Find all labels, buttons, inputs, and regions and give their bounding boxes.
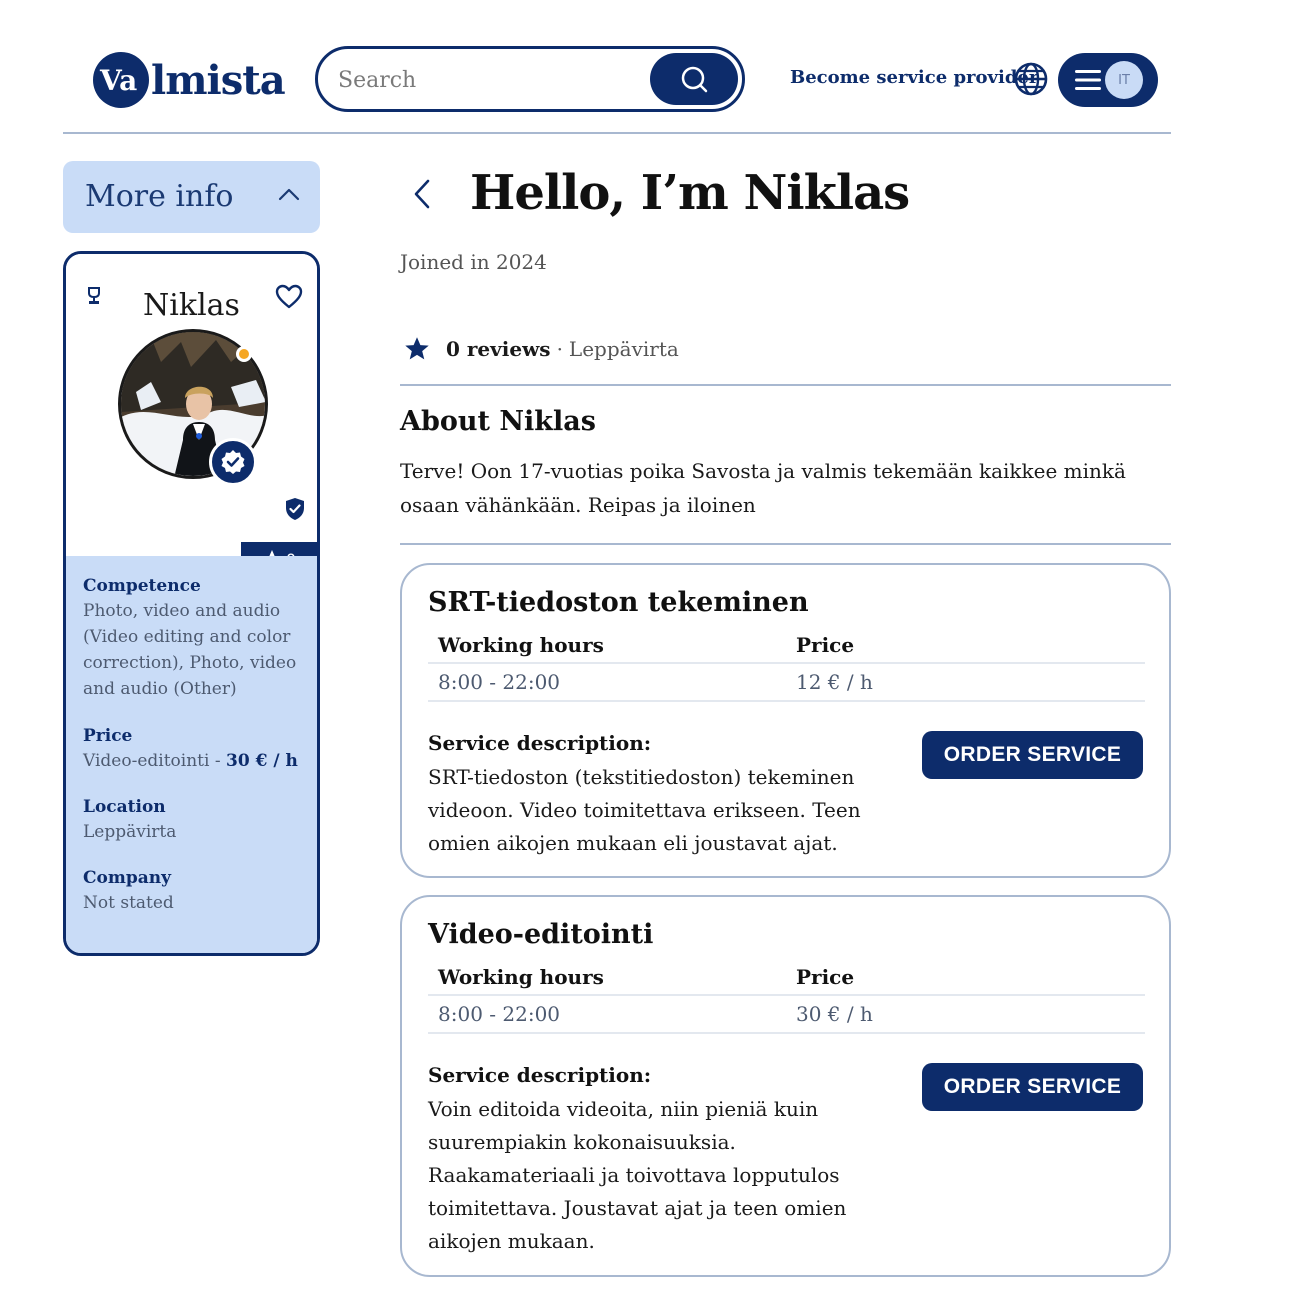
search-bar — [315, 46, 745, 112]
location-section — [83, 795, 305, 845]
service-title: Video-editointi — [428, 919, 654, 950]
verified-check-icon — [220, 449, 246, 475]
about-text: Terve! Oon 17-vuotias poika Savosta ja valmis tekemään kaikkee minkä osaan vähänkään. Reipas ja iloinen — [400, 459, 1126, 517]
top-header — [63, 40, 1171, 120]
order-service-button[interactable]: ORDER SERVICE — [922, 731, 1143, 779]
table-row — [428, 663, 1145, 701]
logo-text: lmista — [151, 56, 285, 104]
price-service: Video-editointi - — [83, 751, 226, 771]
profile-card-details — [66, 556, 317, 956]
more-info-label: More info — [85, 179, 234, 214]
service-table — [428, 627, 1145, 702]
more-info-toggle[interactable] — [63, 161, 320, 233]
chevron-up-icon — [278, 187, 300, 201]
logo-mark-icon — [93, 52, 149, 108]
competence-value: Photo, video and audio (Video editing and color correction), Photo, video and audio (Other) — [83, 601, 297, 699]
provider-name: Niklas — [143, 288, 240, 323]
page-title: Hello, I’m Niklas — [470, 165, 910, 221]
svg-text:Va: Va — [100, 64, 138, 97]
hours-value: 8:00 - 22:00 — [428, 663, 786, 701]
become-provider-link[interactable]: Become service provider — [790, 67, 1039, 88]
favorite-heart-icon[interactable] — [275, 284, 303, 310]
online-status-dot — [236, 346, 252, 362]
profile-location: Leppävirta — [568, 337, 679, 361]
globe-icon[interactable] — [1013, 61, 1049, 97]
profile-card-header — [66, 254, 317, 554]
price-value: 30 € / h — [786, 995, 1145, 1033]
logo[interactable] — [93, 50, 285, 110]
service-description: SRT-tiedoston (tekstitiedoston) tekeminen videoon. Video toimitettava erikseen. Teen omien aikojen mukaan eli joustavat ajat. — [428, 765, 861, 855]
price-header: Price — [786, 959, 1145, 995]
star-icon — [404, 336, 430, 362]
service-card — [400, 895, 1171, 1277]
service-description-label: Service description: — [428, 731, 652, 755]
menu-icon — [1075, 69, 1101, 91]
reviews-summary — [404, 336, 679, 362]
service-title: SRT-tiedoston tekeminen — [428, 587, 809, 618]
table-header-row — [428, 627, 1145, 663]
competence-label: Competence — [83, 576, 201, 596]
hours-header: Working hours — [428, 959, 786, 995]
price-value: 12 € / h — [786, 663, 1145, 701]
service-table — [428, 959, 1145, 1034]
price-amount: 30 € / h — [226, 751, 298, 771]
header-divider — [63, 132, 1171, 134]
language-avatar: IT — [1105, 61, 1143, 99]
joined-date: Joined in 2024 — [400, 250, 547, 274]
divider — [400, 543, 1171, 545]
verified-badge — [209, 438, 257, 486]
search-icon — [680, 65, 708, 93]
price-value — [83, 748, 305, 774]
location-value: Leppävirta — [83, 822, 177, 842]
service-card — [400, 563, 1171, 878]
back-arrow-icon[interactable] — [410, 178, 434, 210]
price-section — [83, 724, 305, 774]
table-header-row — [428, 959, 1145, 995]
menu-button[interactable] — [1058, 53, 1158, 107]
search-button[interactable] — [650, 53, 738, 105]
about-heading: About Niklas — [400, 406, 596, 437]
company-label: Company — [83, 868, 171, 888]
order-service-button[interactable]: ORDER SERVICE — [922, 1063, 1143, 1111]
table-row — [428, 995, 1145, 1033]
company-value: Not stated — [83, 893, 174, 913]
company-section — [83, 866, 305, 916]
price-header: Price — [786, 627, 1145, 663]
competence-section — [83, 574, 305, 702]
service-description-label: Service description: — [428, 1063, 652, 1087]
service-description: Voin editoida videoita, niin pieniä kuin suurempiakin kokonaisuuksia. Raakamateriaali ja toivottava lopputulos toimitettava. Joustavat ajat ja teen omien aikojen mukaan. — [428, 1097, 847, 1253]
hours-value: 8:00 - 22:00 — [428, 995, 786, 1033]
hours-header: Working hours — [428, 627, 786, 663]
divider — [400, 384, 1171, 386]
reviews-count[interactable]: 0 reviews — [446, 337, 551, 361]
search-input[interactable] — [338, 63, 638, 97]
location-label: Location — [83, 797, 166, 817]
profile-card — [63, 251, 320, 956]
reviews-separator: · — [556, 337, 563, 361]
shield-check-icon — [285, 497, 305, 521]
price-label: Price — [83, 726, 133, 746]
